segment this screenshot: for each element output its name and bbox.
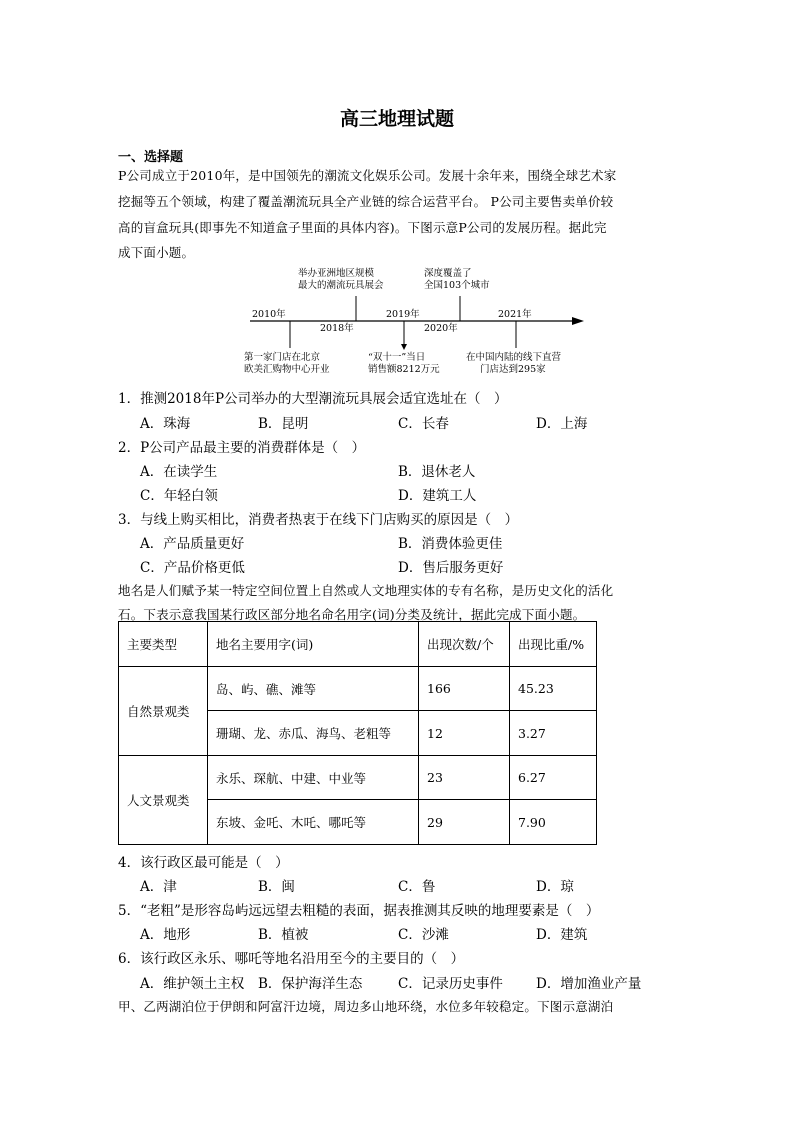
table-header-cell: 出现比重/%	[510, 622, 597, 667]
year-label: 2019年	[386, 309, 420, 320]
option: B．保护海洋生态	[258, 976, 363, 992]
table-cell: 12	[419, 711, 510, 756]
option: A．维护领土主权	[140, 976, 245, 992]
option: D．售后服务更好	[398, 560, 504, 576]
option: B．闽	[258, 879, 295, 895]
option: B．消费体验更佳	[398, 536, 503, 552]
event-bottom-line: 第一家门店在北京	[244, 352, 321, 363]
question-stem: 5．“老粗”是形容岛屿远远望去粗糙的表面，据表推测其反映的地理要素是（ ）	[118, 903, 600, 919]
table-cell: 7.90	[510, 800, 597, 845]
option: C．鲁	[398, 879, 436, 895]
table-header-cell: 主要类型	[119, 622, 208, 667]
option: D．琼	[536, 879, 574, 895]
question-stem: 4．该行政区最可能是（ ）	[118, 855, 289, 871]
intro-line: 石。下表示意我国某行政区部分地名命名用字(词)分类及统计，据此完成下面小题。	[118, 607, 586, 622]
year-label: 2018年	[320, 323, 354, 334]
table-header-cell: 地名主要用字(词)	[208, 622, 419, 667]
intro-line: 高的盲盒玩具(即事先不知道盒子里面的具体内容)。下图示意P公司的发展历程。据此完	[118, 220, 607, 235]
table-cell: 3.27	[510, 711, 597, 756]
year-label: 2010年	[252, 309, 286, 320]
table-header-cell: 出现次数/个	[419, 622, 510, 667]
question-stem: 1．推测2018年P公司举办的大型潮流玩具展会适宜选址在（ ）	[118, 391, 508, 407]
event-bottom-line: 欧美汇购物中心开业	[244, 364, 330, 375]
table-type-cell: 自然景观类	[119, 667, 208, 756]
table-cell: 永乐、琛航、中建、中业等	[208, 756, 419, 800]
option: A．津	[140, 879, 177, 895]
option: C．长春	[398, 416, 449, 432]
table-cell: 珊瑚、龙、赤瓜、海鸟、老粗等	[208, 711, 419, 756]
table-cell: 29	[419, 800, 510, 845]
table-cell: 6.27	[510, 756, 597, 800]
page-title: 高三地理试题	[339, 108, 454, 130]
intro-line: 成下面小题。	[118, 245, 195, 260]
section-heading: 一、选择题	[118, 150, 184, 165]
event-bottom-line: 门店达到295家	[480, 364, 546, 375]
table-cell: 岛、屿、礁、滩等	[208, 667, 419, 711]
option: C．产品价格更低	[140, 560, 245, 576]
table-row	[119, 756, 597, 800]
question-stem: 3．与线上购买相比，消费者热衷于在线下门店购买的原因是（ ）	[118, 512, 519, 528]
timeline-arrowhead	[572, 317, 584, 325]
intro-line: 地名是人们赋予某一特定空间位置上自然或人文地理实体的专有名称，是历史文化的活化	[118, 583, 614, 598]
table-header-row	[119, 622, 597, 667]
option: C．记录历史事件	[398, 976, 503, 992]
event-top-line: 深度覆盖了	[424, 268, 472, 279]
option: D．增加渔业产量	[536, 976, 642, 992]
event-top-line: 全国103个城市	[424, 280, 490, 291]
option: B．植被	[258, 927, 309, 943]
event-bottom-line: “双十一”当日	[368, 352, 426, 363]
table-type-cell: 人文景观类	[119, 756, 208, 845]
option: D．建筑	[536, 927, 588, 943]
event-bottom-line: 销售额8212万元	[368, 364, 440, 375]
place-name-table	[118, 621, 597, 845]
option: A．珠海	[140, 416, 191, 432]
table-cell: 166	[419, 667, 510, 711]
option: B．昆明	[258, 416, 309, 432]
option: C．沙滩	[398, 927, 449, 943]
question-stem: 2．P公司产品最主要的消费群体是（ ）	[118, 440, 366, 456]
year-label: 2021年	[498, 309, 532, 320]
intro-line: 挖掘等五个领域，构建了覆盖潮流玩具全产业链的综合运营平台。 P公司主要售卖单价较	[118, 194, 614, 209]
tick-2019-arrow	[401, 344, 407, 350]
option: A．产品质量更好	[140, 536, 245, 552]
option: D．建筑工人	[398, 488, 477, 504]
option: D．上海	[536, 416, 588, 432]
table-cell: 23	[419, 756, 510, 800]
table-cell: 45.23	[510, 667, 597, 711]
option: C．年轻白领	[140, 488, 218, 504]
year-label: 2020年	[424, 323, 458, 334]
option: B．退休老人	[398, 464, 476, 480]
development-timeline	[236, 262, 596, 378]
event-bottom-line: 在中国内陆的线下直营	[466, 352, 562, 363]
question-stem: 6．该行政区永乐、哪吒等地名沿用至今的主要目的（ ）	[118, 951, 465, 967]
event-top-line: 举办亚洲地区规模	[298, 268, 375, 279]
intro-line: 甲、乙两湖泊位于伊朗和阿富汗边境，周边多山地环绕，水位多年较稳定。下图示意湖泊	[118, 999, 614, 1014]
table-cell: 东坡、金吒、木吒、哪吒等	[208, 800, 419, 845]
event-top-line: 最大的潮流玩具展会	[298, 280, 384, 291]
option: A．地形	[140, 927, 191, 943]
table-row	[119, 667, 597, 711]
intro-line: P公司成立于2010年，是中国领先的潮流文化娱乐公司。发展十余年来，围绕全球艺术家	[118, 168, 617, 183]
option: A．在读学生	[140, 464, 218, 480]
